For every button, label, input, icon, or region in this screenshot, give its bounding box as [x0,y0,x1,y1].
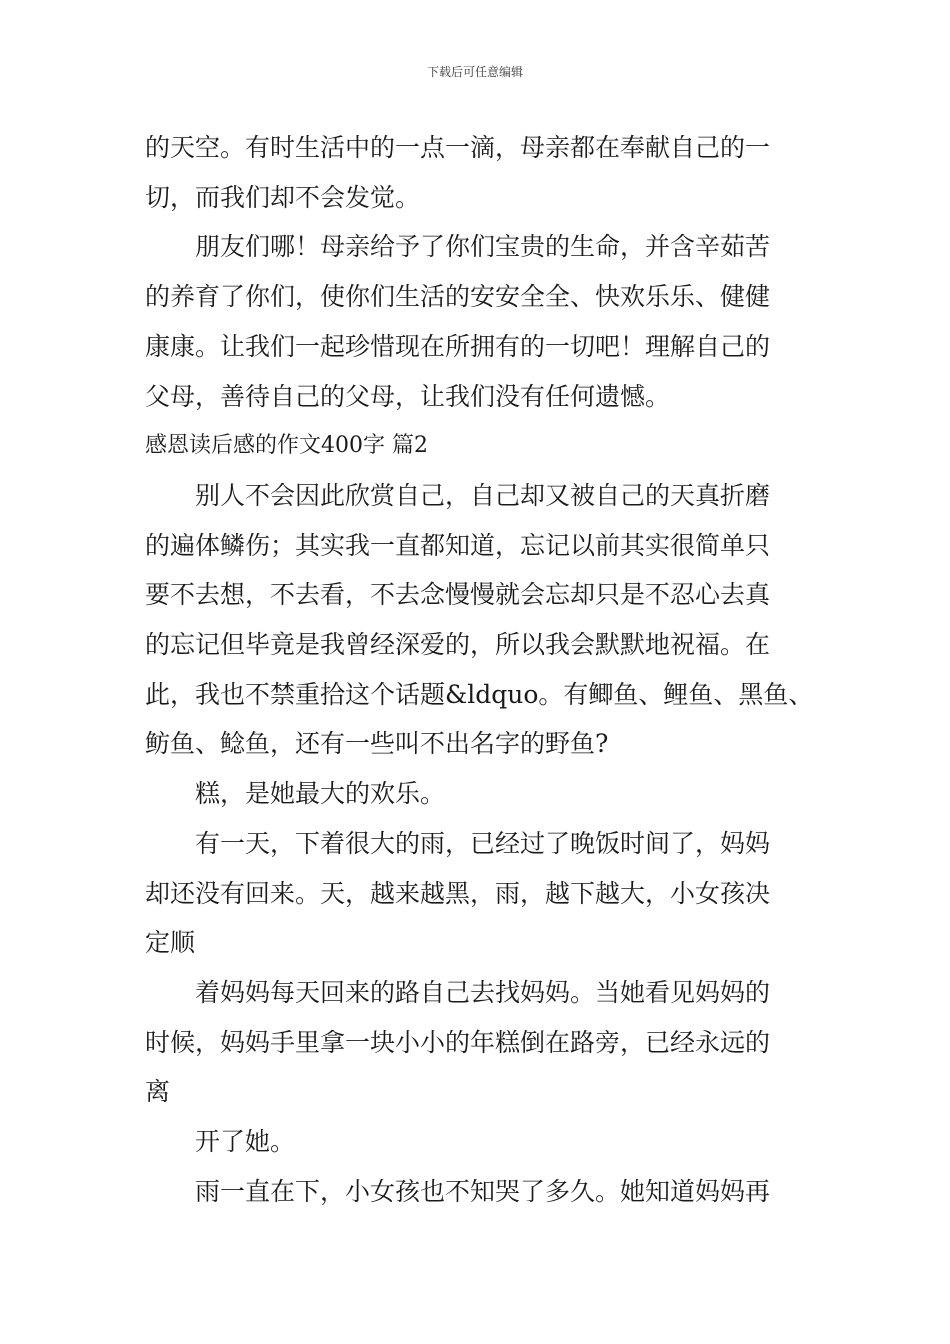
text-line: 的遍体鳞伤；其实我一直都知道，忘记以前其实很简单只 [145,530,771,560]
text-line: 着妈妈每天回来的路自己去找妈妈。当她看见妈妈的 [195,977,771,1007]
text-line: 离 [145,1077,171,1107]
text-line: 鲂鱼、鲶鱼，还有一些叫不出名字的野鱼? [145,729,609,759]
text-line: 雨一直在下，小女孩也不知哭了多久。她知道妈妈再 [195,1176,771,1206]
text-line: 却还没有回来。天，越来越黑，雨，越下越大，小女孩决 [145,878,771,908]
text-line: 别人不会因此欣赏自己，自己却又被自己的天真折磨 [195,480,771,510]
text-line: 朋友们哪！母亲给予了你们宝贵的生命，并含辛茹苦 [195,232,771,262]
text-line: 开了她。 [195,1127,296,1156]
text-line: 要不去想，不去看，不去念慢慢就会忘却只是不忍心去真 [145,580,771,610]
text-line: 时候，妈妈手里拿一块小小的年糕倒在路旁，已经永远的 [145,1027,771,1057]
text-line: 的养育了你们，使你们生活的安安全全、快欢乐乐、健健 [145,282,771,312]
text-line: 此，我也不禁重拾这个话题&ldquo。有鲫鱼、鲤鱼、黑鱼、 [145,679,814,709]
text-line: 康康。让我们一起珍惜现在所拥有的一切吧！理解自己的 [145,331,771,361]
text-line: 糕，是她最大的欢乐。 [195,779,446,809]
text-line: 定顺 [145,928,196,958]
text-line: 有一天，下着很大的雨，已经过了晚饭时间了，妈妈 [195,828,771,858]
text-line: 切，而我们却不会发觉。 [145,182,421,212]
text-line: 父母，善待自己的父母，让我们没有任何遗憾。 [145,381,671,411]
text-line: 的忘记但毕竟是我曾经深爱的，所以我会默默地祝福。在 [145,630,771,659]
page-header: 下载后可任意编辑 [426,65,523,79]
section-heading: 感恩读后感的作文400字 篇2 [145,433,428,459]
text-line: 的天空。有时生活中的一点一滴，母亲都在奉献自己的一 [145,133,771,162]
